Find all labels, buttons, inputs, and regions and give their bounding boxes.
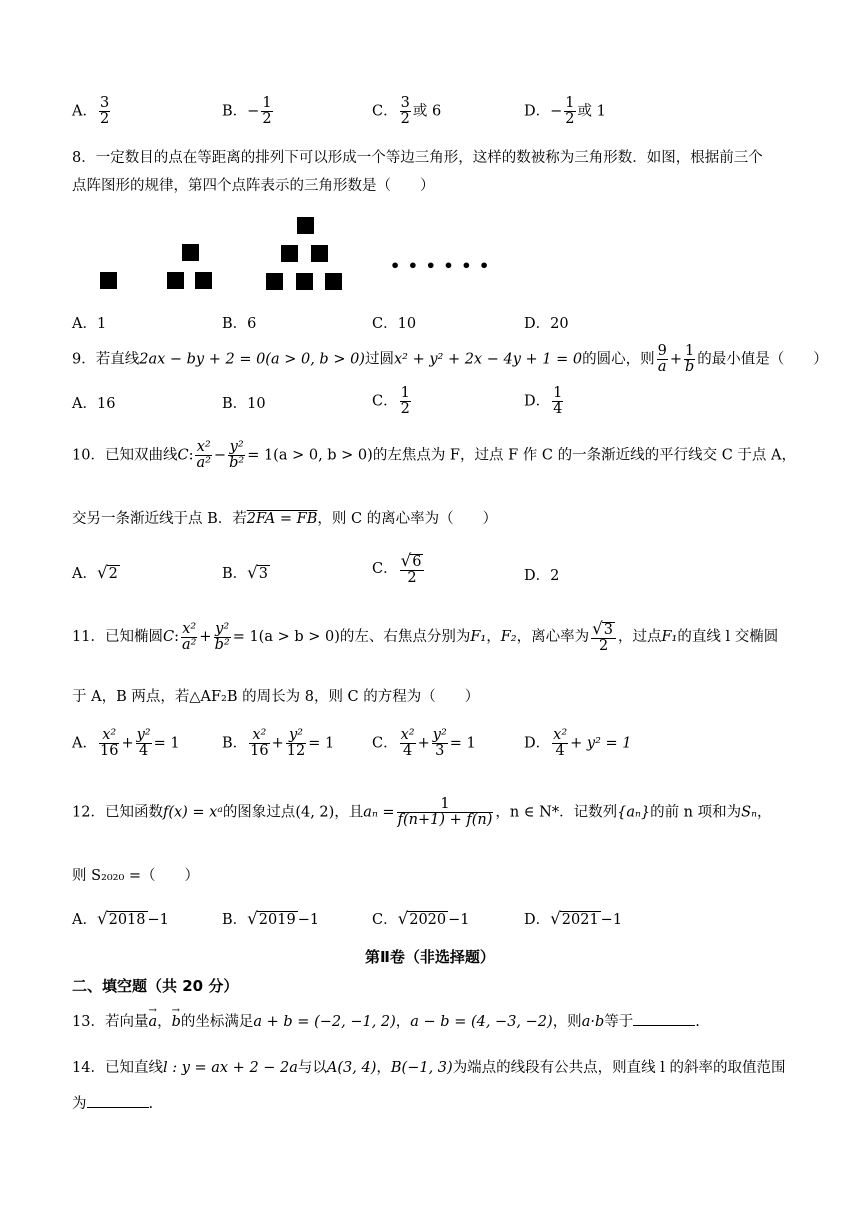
sequence-term: aₙ = (363, 804, 395, 821)
equation-tail: = 1(a > 0, b > 0) (247, 447, 373, 464)
square-dot (266, 273, 283, 290)
fraction: $\frac{\text{x²}}{\text{a²}}$ (196, 439, 211, 472)
q7-option-d (524, 96, 606, 127)
option-label: A． (72, 735, 97, 752)
option-label: C． (372, 735, 398, 752)
text: 与以 (297, 1060, 327, 1076)
comma: ， (376, 1060, 391, 1076)
fraction: $\frac{√6}{2}$ (400, 552, 425, 586)
q13-stem (72, 1010, 700, 1031)
q9-option-a: A．16 (72, 396, 116, 412)
q9-option-d (524, 386, 565, 417)
minus-sign: − (247, 103, 260, 120)
q10-stem-line1 (72, 440, 796, 471)
radicand: 3 (258, 566, 269, 582)
q10-option-b (222, 562, 270, 583)
q11-stem-line2: 于 A，B 两点，若△AF₂B 的周长为 8，则 C 的方程为（ ） (72, 689, 480, 705)
square-dot (325, 273, 342, 290)
comma: ， (486, 629, 501, 646)
section2-title: 二、填空题（共 20 分） (72, 977, 239, 995)
q12-option-c: C．√2020 −1 (372, 909, 470, 928)
line-equation: 2ax − by + 2 = 0(a > 0, b > 0) (139, 351, 365, 368)
sqrt-icon: √ (400, 551, 412, 570)
option-tail: 或 1 (577, 103, 606, 120)
square-dot (281, 245, 298, 262)
equation-tail: = 1(a > b > 0) (232, 629, 340, 646)
text: 的直线 l 交椭圆 (677, 629, 779, 646)
question-number: 10．已知双曲线 (72, 447, 178, 464)
vector-sum: a + b = (−2, −1, 2) (253, 1014, 396, 1030)
q8-option-a: A．1 (72, 316, 107, 332)
answer-blank[interactable] (87, 1094, 149, 1108)
text: ，离心率为 (516, 629, 590, 646)
q7-option-c (372, 96, 441, 127)
circle-equation: x² + y² + 2x − 4y + 1 = 0 (393, 351, 583, 368)
q14-stem-line1 (72, 1056, 786, 1077)
comma: ， (157, 1014, 172, 1030)
q12-option-a: A．√2018 −1 (72, 909, 169, 928)
q8-line1: 8．一定数目的点在等距离的排列下可以形成一个等边三角形，这样的数被称为三角形数．如图，根据前三个 (72, 150, 763, 166)
text: 的左、右焦点分别为 (339, 629, 471, 646)
q11-stem-line1 (72, 620, 778, 654)
q7-option-a (72, 96, 112, 127)
q8-option-c: C．10 (372, 316, 417, 332)
q12-option-b: B．√2019 −1 (222, 909, 320, 928)
text: 的前 n 项和为 (650, 804, 742, 821)
fraction: $\frac{√3}{2}$ (591, 620, 616, 654)
option-label: C． (372, 561, 398, 578)
sqrt-icon: √ (397, 909, 409, 928)
plus-sign: + (199, 629, 212, 646)
answer-blank[interactable] (633, 1012, 695, 1026)
question-number: 9．若直线 (72, 351, 140, 368)
option-label: C． (372, 912, 398, 928)
ellipsis-dots: • • • • • • (390, 256, 491, 275)
text: 的图象过点 (222, 804, 296, 821)
fraction: $\frac{9}{a}$ (657, 343, 667, 376)
q10-stem-line2 (72, 507, 497, 528)
fraction: $\frac{1}{4}$ (553, 385, 563, 418)
option-tail: 或 6 (412, 103, 442, 120)
fraction: $\frac{\text{x²}}{\text{a²}}$ (181, 620, 197, 653)
option-label: B． (222, 735, 248, 752)
q14-stem-line2 (72, 1092, 153, 1113)
q8-option-b: B．6 (222, 316, 257, 332)
text: 的圆心，则 (582, 351, 655, 368)
text: 为端点的线段有公共点，则直线 l 的斜率的取值范围 (452, 1060, 786, 1076)
text: 的左焦点为 F，过点 F 作 C 的一条渐近线的平行线交 C 于点 A， (372, 447, 796, 464)
colon: : (174, 629, 179, 646)
question-number: 14．已知直线 (72, 1060, 163, 1076)
fraction: $\frac{\text{y²}}{\text{b²}}$ (214, 620, 230, 653)
q10-option-c (372, 552, 426, 586)
vector-a: → a (148, 1014, 157, 1030)
square-dot (311, 245, 328, 262)
q11-option-d: D． $\frac{\text{x²}}{4}$ + y² = 1 (524, 727, 632, 760)
q12-stem-line2: 则 S₂₀₂₀ =（ ） (72, 868, 200, 884)
comma: ， (756, 804, 772, 821)
square-dot (195, 272, 212, 289)
square-dot (100, 272, 117, 289)
q11-option-a: A． $\frac{\text{x²}}{16}$ + $\frac{\text{y²}}{4}$ = 1 (72, 727, 180, 760)
option-label: C． (372, 393, 398, 410)
q9-option-b: B．10 (222, 396, 266, 412)
fraction: $\frac{1}{2}$ (565, 95, 575, 128)
text: 等于 (604, 1014, 634, 1030)
vector-b: → b (172, 1014, 181, 1030)
square-dot (167, 272, 184, 289)
question-number: 12．已知函数 (72, 804, 163, 821)
q11-option-b: B． $\frac{\text{x²}}{16}$ + $\frac{\text{y²}}{12}$ = 1 (222, 727, 335, 760)
fraction: $\frac{1}{2}$ (400, 385, 410, 418)
sqrt-icon: √ (247, 909, 258, 928)
part2-title: 第Ⅱ卷（非选择题） (365, 948, 495, 966)
plus-sign: + (669, 351, 682, 368)
q10-option-d: D．2 (524, 568, 560, 584)
curve-name: C (177, 447, 189, 464)
focus-f2: F₂ (500, 629, 517, 646)
minus-sign: − (213, 447, 227, 464)
q9-stem (72, 344, 828, 375)
q12-stem-line1 (72, 797, 771, 828)
text: ，则 C 的离心率为（ ） (317, 511, 498, 527)
radicand: 2 (108, 566, 118, 582)
option-label: B． (222, 566, 248, 582)
fraction: $\frac{\text{y²}}{\text{b²}}$ (229, 439, 245, 472)
q10-option-a (72, 562, 120, 583)
period: . (148, 1096, 154, 1112)
period: . (695, 1014, 700, 1030)
fraction: $\frac{1}{2}$ (262, 95, 272, 128)
sqrt-icon: √ (550, 909, 561, 928)
point: (4, 2) (295, 804, 335, 821)
q11-option-c: C． $\frac{\text{x²}}{4}$ + $\frac{\text{y²}}{3}$ = 1 (372, 727, 476, 760)
comma: ， (395, 1014, 411, 1030)
q8-option-d: D．20 (524, 316, 569, 332)
q8-line2: 点阵图形的规律，第四个点阵表示的三角形数是（ ） (72, 178, 435, 194)
text: 过圆 (364, 351, 394, 368)
text: 的坐标满足 (180, 1014, 254, 1030)
option-label: D． (524, 735, 551, 752)
square-dot (182, 244, 199, 261)
line-equation: l : y = ax + 2 − 2a (162, 1060, 298, 1076)
curve-name: C (162, 629, 175, 646)
fraction: $\frac{1}{b}$ (684, 343, 695, 376)
option-label: A． (72, 912, 97, 928)
function-def: f(x) = xᵃ (162, 804, 223, 821)
option-label: B． (222, 912, 248, 928)
fraction: $\frac{3}{2}$ (400, 95, 410, 128)
minus-sign: − (550, 103, 563, 120)
sequence: {aₙ} (617, 804, 651, 821)
q7-option-b (222, 96, 275, 127)
colon: : (188, 447, 194, 464)
text: ，且 (334, 804, 364, 821)
fraction: $\frac{3}{2}$ (99, 95, 110, 128)
text: ，过点 (617, 629, 662, 646)
q12-option-d: D．√2021 −1 (524, 909, 623, 928)
point-a: A(3, 4) (326, 1060, 377, 1076)
q9-option-c (372, 386, 413, 417)
option-label: B． (222, 103, 248, 120)
option-label: D． (524, 393, 551, 410)
sqrt-icon: √ (592, 619, 603, 638)
sqrt-icon: √ (96, 909, 108, 928)
focus-f1: F₁ (470, 629, 487, 646)
square-dot (297, 217, 314, 234)
option-label: A． (72, 103, 97, 120)
text: ，则 (552, 1014, 582, 1030)
vector-equation: 2FA = FB (246, 511, 318, 527)
sqrt-icon: √ (247, 563, 258, 582)
point-b: B(−1, 3) (390, 1060, 453, 1076)
question-number: 13．若向量 (72, 1014, 149, 1030)
text: 交另一条渐近线于点 B．若 (72, 511, 247, 527)
option-label: C． (372, 103, 398, 120)
dot-product: a·b (581, 1014, 605, 1030)
partial-sum: Sₙ (741, 804, 757, 821)
text: 的最小值是（ ） (697, 351, 828, 368)
option-label: D． (524, 912, 551, 928)
square-dot (296, 273, 313, 290)
vector-diff: a − b = (4, −3, −2) (410, 1014, 553, 1030)
option-label: D． (524, 103, 551, 120)
option-label: A． (72, 566, 97, 582)
text: ，n ∈ N*．记数列 (495, 804, 618, 821)
focus-f1: F₁ (661, 629, 678, 646)
fraction: $\frac{1}{f(n+1) + f(n)}$ (397, 796, 493, 829)
text: 为 (72, 1096, 87, 1112)
question-number: 11．已知椭圆 (72, 629, 163, 646)
sqrt-icon: √ (96, 563, 108, 582)
